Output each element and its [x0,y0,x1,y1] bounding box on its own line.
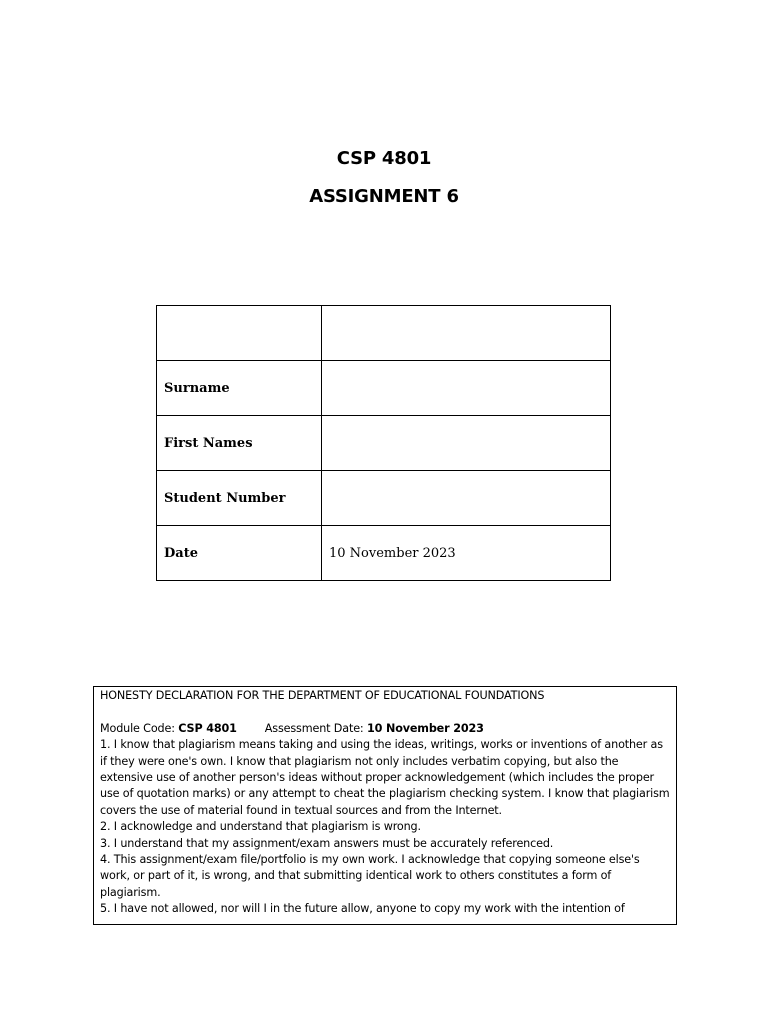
declaration-item-2: 2. I acknowledge and understand that plagiarism is wrong. [100,820,421,834]
table-row [157,471,611,526]
table-row [157,526,611,581]
first-names-label: First Names [157,416,322,471]
module-code-label: Module Code: [100,721,175,735]
declaration-heading: HONESTY DECLARATION FOR THE DEPARTMENT OF EDUCATIONAL FOUNDATIONS [100,689,545,702]
declaration-item-5: 5. I have not allowed, nor will I in the future allow, anyone to copy my work with the intention of [100,902,625,916]
assignment-title: ASSIGNMENT 6 [309,186,459,207]
declaration-item-4: 4. This assignment/exam file/portfolio is my own work. I acknowledge that copying someone else's work, or part of it, is wrong, and that submitting identical work to others constitutes a form of plagiarism. [100,853,640,899]
declaration-item-1: 1. I know that plagiarism means taking and using the ideas, writings, works or inventions of another as if they were one's own. I know that plagiarism not only includes verbatim copying, but also the extensive use of another person's ideas without proper acknowledgement (which includes the proper use of quotation marks) or any attempt to cheat the plagiarism checking system. I know that plagiarism covers the use of material found in textual sources and from the Internet. [100,738,670,817]
row-label [157,306,322,361]
module-code-value: CSP 4801 [178,721,237,735]
honesty-declaration-box [93,686,677,925]
date-value: 10 November 2023 [322,526,611,581]
date-label: Date [157,526,322,581]
assessment-date-value: 10 November 2023 [366,721,484,735]
course-code-title: CSP 4801 [336,148,432,169]
first-names-value [322,416,611,471]
row-value [322,306,611,361]
assessment-date-label: Assessment Date: [264,721,364,735]
module-line [100,721,672,737]
table-row [157,361,611,416]
declaration-item-3: 3. I understand that my assignment/exam answers must be accurately referenced. [100,836,554,850]
table-row [157,306,611,361]
blank-line [100,704,672,720]
surname-label: Surname [157,361,322,416]
student-number-value [322,471,611,526]
surname-value [322,361,611,416]
student-number-label: Student Number [157,471,322,526]
student-info-table [156,305,611,581]
table-row [157,416,611,471]
